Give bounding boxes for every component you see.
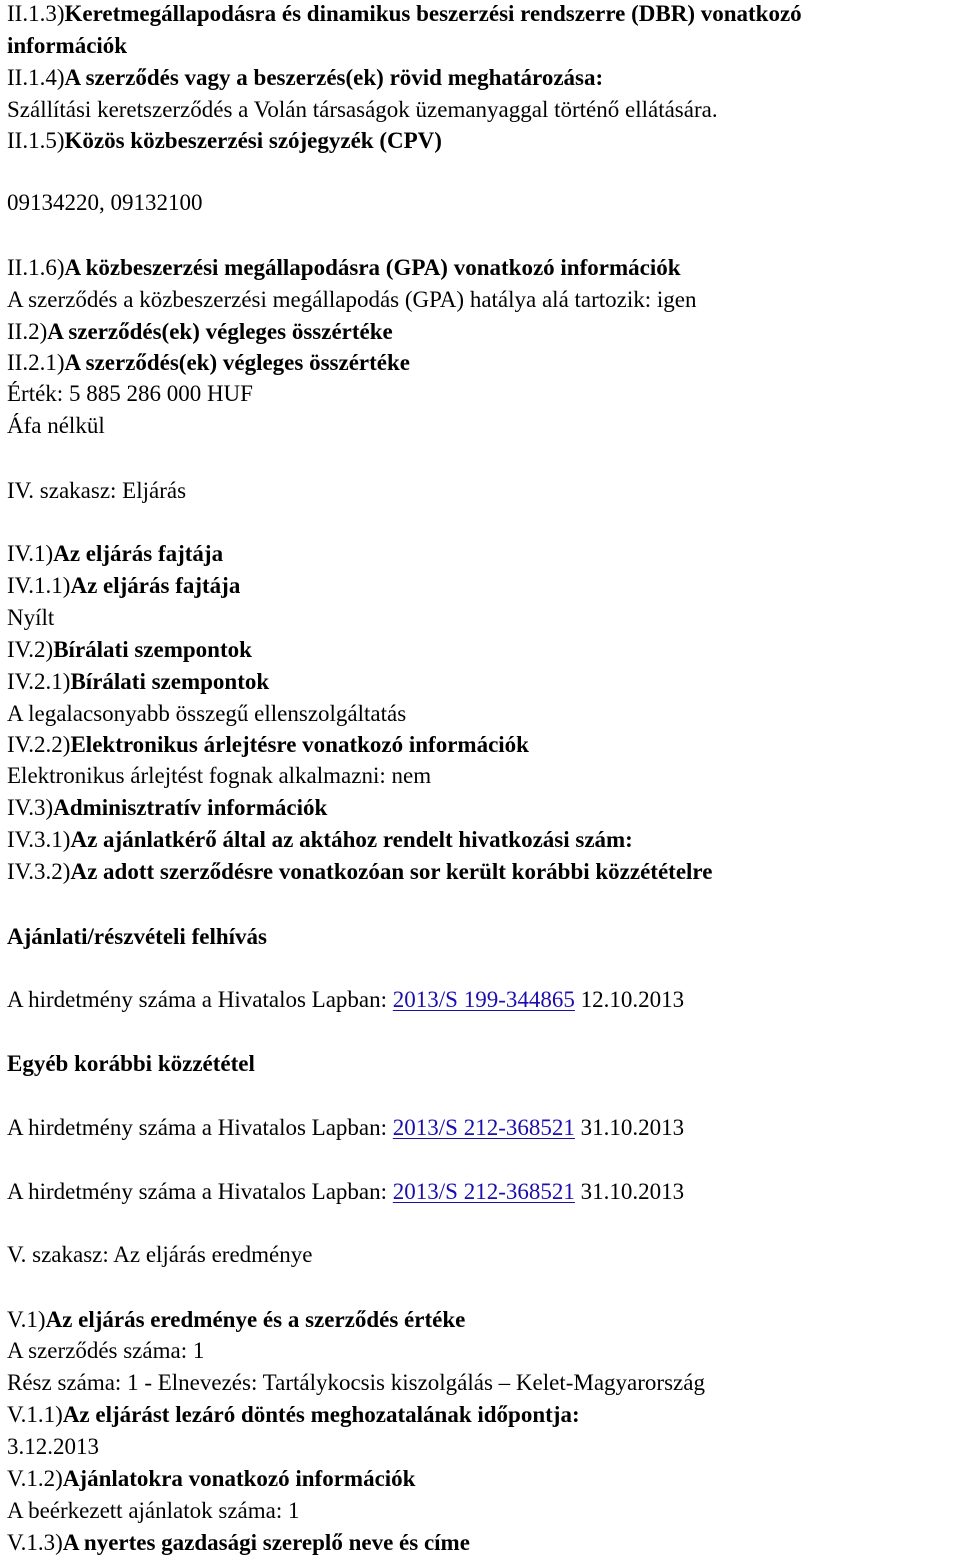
- notice-link-3[interactable]: 2013/S 212-368521: [392, 1179, 575, 1204]
- heading-iv-1-1: IV.1.1)Az eljárás fajtája: [7, 573, 241, 598]
- heading-iv-2: IV.2)Bírálati szempontok: [7, 637, 252, 662]
- heading-ii-1-4: II.1.4)A szerződés vagy a beszerzés(ek) rövid meghatározása:: [7, 65, 604, 90]
- section-v-title: V. szakasz: Az eljárás eredménye: [7, 1242, 313, 1267]
- contract-value: Érték: 5 885 286 000 HUF: [7, 381, 253, 406]
- heading-iv-3-1: IV.3.1)Az ajánlatkérő által az aktához rendelt hivatkozási szám:: [7, 827, 633, 852]
- call-for-tenders-heading: Ajánlati/részvételi felhívás: [7, 924, 267, 949]
- heading-v-1-2: V.1.2)Ajánlatokra vonatkozó információk: [7, 1466, 416, 1491]
- notice-link-2[interactable]: 2013/S 212-368521: [392, 1115, 575, 1140]
- heading-ii-1-3: II.1.3)Keretmegállapodásra és dinamikus beszerzési rendszerre (DBR) vonatkozó: [7, 1, 802, 26]
- heading-ii-1-3-continued: információk: [7, 33, 128, 58]
- contract-description: Szállítási keretszerződés a Volán társaságok üzemanyaggal történő ellátására.: [7, 97, 718, 122]
- heading-v-1: V.1)Az eljárás eredménye és a szerződés értéke: [7, 1307, 466, 1332]
- heading-ii-1-5: II.1.5)Közös közbeszerzési szójegyzék (CPV): [7, 128, 442, 153]
- electronic-auction-statement: Elektronikus árlejtést fognak alkalmazni: nem: [7, 763, 432, 788]
- heading-iv-3-2: IV.3.2)Az adott szerződésre vonatkozóan sor került korábbi közzétételre: [7, 859, 713, 884]
- vat-note: Áfa nélkül: [7, 413, 105, 438]
- heading-v-1-3: V.1.3)A nyertes gazdasági szereplő neve és címe: [7, 1530, 470, 1555]
- notice-link-1[interactable]: 2013/S 199-344865: [392, 987, 575, 1012]
- heading-ii-2-1: II.2.1)A szerződés(ek) végleges összértéke: [7, 350, 410, 375]
- notice-reference-2: A hirdetmény száma a Hivatalos Lapban: 2013/S 212-368521 31.10.2013: [7, 1115, 685, 1140]
- lot-description: Rész száma: 1 - Elnevezés: Tartálykocsis kiszolgálás – Kelet-Magyarország: [7, 1370, 705, 1395]
- heading-ii-2: II.2)A szerződés(ek) végleges összértéke: [7, 319, 393, 344]
- bids-received: A beérkezett ajánlatok száma: 1: [7, 1498, 300, 1523]
- other-publication-heading: Egyéb korábbi közzététel: [7, 1051, 255, 1076]
- heading-iv-2-2: IV.2.2)Elektronikus árlejtésre vonatkozó információk: [7, 732, 529, 757]
- heading-v-1-1: V.1.1)Az eljárást lezáró döntés meghozatalának időpontja:: [7, 1402, 580, 1427]
- heading-ii-1-6: II.1.6)A közbeszerzési megállapodásra (GPA) vonatkozó információk: [7, 255, 681, 280]
- contract-number: A szerződés száma: 1: [7, 1338, 205, 1363]
- decision-date: 3.12.2013: [7, 1434, 99, 1459]
- cpv-codes: 09134220, 09132100: [7, 190, 203, 215]
- heading-iv-2-1: IV.2.1)Bírálati szempontok: [7, 669, 270, 694]
- heading-iv-3: IV.3)Adminisztratív információk: [7, 795, 328, 820]
- notice-reference-3: A hirdetmény száma a Hivatalos Lapban: 2013/S 212-368521 31.10.2013: [7, 1179, 685, 1204]
- gpa-statement: A szerződés a közbeszerzési megállapodás (GPA) hatálya alá tartozik: igen: [7, 287, 697, 312]
- procedure-type: Nyílt: [7, 605, 55, 630]
- heading-iv-1: IV.1)Az eljárás fajtája: [7, 541, 224, 566]
- notice-reference-1: A hirdetmény száma a Hivatalos Lapban: 2013/S 199-344865 12.10.2013: [7, 987, 685, 1012]
- award-criteria: A legalacsonyabb összegű ellenszolgáltatás: [7, 701, 407, 726]
- section-iv-title: IV. szakasz: Eljárás: [7, 478, 187, 503]
